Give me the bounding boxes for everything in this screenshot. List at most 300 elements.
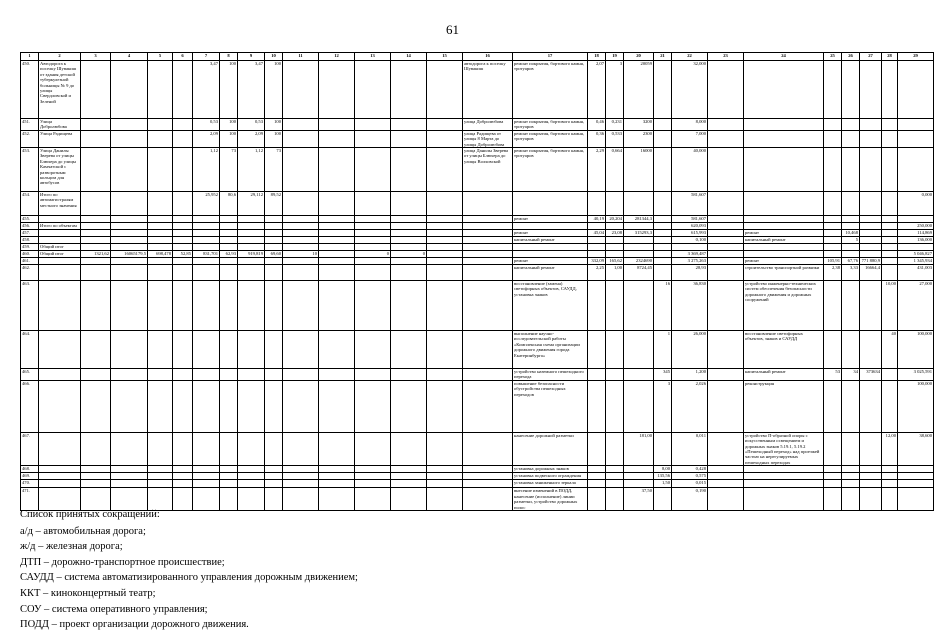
table-cell (173, 480, 193, 488)
table-cell (427, 223, 463, 230)
table-cell (624, 380, 654, 432)
table-cell (463, 244, 513, 251)
table-cell: 73 (220, 148, 238, 192)
table-cell (220, 230, 238, 237)
table-cell (173, 216, 193, 223)
table-cell (744, 466, 824, 473)
table-cell (220, 480, 238, 488)
table-cell: 10,468 (842, 230, 860, 237)
table-cell (654, 130, 672, 147)
table-cell (654, 61, 672, 119)
table-cell (824, 466, 842, 473)
table-cell (427, 61, 463, 119)
table-cell (463, 281, 513, 331)
table-cell (319, 216, 355, 223)
table-cell (111, 480, 148, 488)
table-row (21, 380, 934, 432)
table-cell: установка подвесного ограждения (513, 473, 588, 480)
table-cell (193, 380, 220, 432)
table-cell: 615,993 (672, 230, 708, 237)
table-cell (427, 258, 463, 265)
table-cell (588, 380, 606, 432)
table-cell (427, 148, 463, 192)
table-cell (355, 281, 391, 331)
table-cell: 1321,62 (81, 251, 111, 258)
table-cell: 69,60 (265, 251, 283, 258)
table-cell: Улица Добролюбова (39, 119, 81, 131)
table-cell (882, 237, 898, 244)
table-cell (148, 237, 173, 244)
table-cell (238, 432, 265, 465)
table-cell (898, 148, 934, 192)
table-cell (463, 265, 513, 281)
table-cell (882, 119, 898, 131)
table-cell (463, 258, 513, 265)
table-cell (283, 380, 319, 432)
table-cell: повышение безопасности обустройства пешеходных переходов (513, 380, 588, 432)
table-cell (148, 480, 173, 488)
table-cell (111, 331, 148, 369)
table-cell (111, 466, 148, 473)
table-cell (654, 216, 672, 223)
header-row (21, 53, 934, 61)
table-cell (355, 473, 391, 480)
table-cell (842, 281, 860, 331)
table-cell (391, 61, 427, 119)
table-cell: 23,08 (606, 230, 624, 237)
table-cell: 20,204 (606, 216, 624, 223)
table-cell (606, 237, 624, 244)
table-cell: капитальный ремонт (513, 237, 588, 244)
table-cell (39, 230, 81, 237)
table-cell: 8724,45 (624, 265, 654, 281)
table-cell: восстановление светофорных объектов, знаков и САУДД (744, 331, 824, 369)
table-cell (708, 331, 744, 369)
table-cell: ремонт (513, 230, 588, 237)
table-cell: 37,50 (624, 488, 654, 511)
table-cell (283, 148, 319, 192)
table-cell: 332,09 (588, 258, 606, 265)
table-cell: капитальный ремонт (513, 265, 588, 281)
table-cell (391, 223, 427, 230)
table-cell (220, 432, 238, 465)
table-cell (824, 230, 842, 237)
table-cell (173, 331, 193, 369)
table-cell: 919,819 (238, 251, 265, 258)
table-cell (319, 148, 355, 192)
table-cell (319, 380, 355, 432)
table-cell (654, 192, 672, 216)
table-cell (588, 480, 606, 488)
table-cell (624, 281, 654, 331)
table-cell (860, 223, 882, 230)
abbreviation-item: ККТ – киноконцертный театр; (20, 587, 156, 599)
table-row (21, 192, 934, 216)
table-cell (463, 331, 513, 369)
table-cell (391, 119, 427, 131)
table-cell (148, 192, 173, 216)
table-cell (148, 281, 173, 331)
table-cell (355, 432, 391, 465)
table-cell: 1 (654, 331, 672, 369)
table-cell: 0,533 (606, 130, 624, 147)
table-cell (824, 119, 842, 131)
table-cell (193, 369, 220, 381)
table-cell (427, 244, 463, 251)
table-cell (708, 480, 744, 488)
table-cell (842, 480, 860, 488)
table-cell (427, 216, 463, 223)
table-cell: 25,952 (193, 192, 220, 216)
table-cell (860, 237, 882, 244)
table-cell (842, 244, 860, 251)
table-cell: 468. (21, 466, 39, 473)
table-cell (81, 369, 111, 381)
table-cell: 0,575 (672, 473, 708, 480)
table-cell (39, 369, 81, 381)
table-cell: 27,000 (898, 281, 934, 331)
table-cell (193, 244, 220, 251)
table-cell: установка заниженного зеркала (513, 480, 588, 488)
table-cell (148, 369, 173, 381)
table-cell (81, 192, 111, 216)
table-cell: 0,011 (672, 432, 708, 465)
table-cell: улица Данилы Зверева от улицы Блюхера до улицы Волховской (463, 148, 513, 192)
table-cell (111, 369, 148, 381)
table-cell (355, 244, 391, 251)
table-cell (654, 119, 672, 131)
table-cell (624, 237, 654, 244)
table-cell (111, 148, 148, 192)
table-row (21, 369, 934, 381)
table-cell (220, 258, 238, 265)
table-cell (193, 223, 220, 230)
table-cell (148, 432, 173, 465)
table-cell: 465. (21, 369, 39, 381)
table-cell (513, 192, 588, 216)
table-cell (882, 230, 898, 237)
table-cell (220, 380, 238, 432)
table-cell (824, 432, 842, 465)
table-cell (238, 473, 265, 480)
table-cell (319, 230, 355, 237)
table-cell (606, 244, 624, 251)
column-header: 13 (355, 53, 391, 61)
table-cell (193, 473, 220, 480)
page-number: 61 (446, 22, 459, 37)
table-cell (148, 119, 173, 131)
table-cell: 461. (21, 258, 39, 265)
table-cell (860, 251, 882, 258)
table-cell (824, 251, 842, 258)
column-header: 3 (81, 53, 111, 61)
column-header: 10 (265, 53, 283, 61)
table-cell: 73 (265, 148, 283, 192)
table-cell: 462. (21, 265, 39, 281)
table-cell: 29,112 (238, 192, 265, 216)
table-cell (708, 244, 744, 251)
table-cell (283, 369, 319, 381)
table-cell (860, 331, 882, 369)
table-cell (744, 130, 824, 147)
table-cell (606, 466, 624, 473)
table-cell (173, 380, 193, 432)
table-cell (265, 237, 283, 244)
table-cell: 455. (21, 216, 39, 223)
table-cell (860, 244, 882, 251)
table-cell: 62,93 (220, 251, 238, 258)
table-cell (265, 244, 283, 251)
table-cell (860, 281, 882, 331)
table-cell (355, 148, 391, 192)
table-cell (319, 244, 355, 251)
table-cell (588, 473, 606, 480)
table-cell (606, 192, 624, 216)
table-cell (427, 230, 463, 237)
table-cell (148, 244, 173, 251)
table-cell: 100,000 (898, 380, 934, 432)
table-cell: 457. (21, 230, 39, 237)
table-cell (39, 237, 81, 244)
table-cell: улица Добролюбова (463, 119, 513, 131)
table-cell: 771 880,9 (860, 258, 882, 265)
table-cell (39, 216, 81, 223)
table-cell (898, 119, 934, 131)
table-cell: 3,47 (238, 61, 265, 119)
table-cell (193, 466, 220, 473)
table-row (21, 130, 934, 147)
table-cell (708, 258, 744, 265)
table-row (21, 281, 934, 331)
table-cell (173, 258, 193, 265)
table-cell: 89,52 (265, 192, 283, 216)
table-cell (283, 244, 319, 251)
table-cell (220, 473, 238, 480)
table-cell (708, 380, 744, 432)
table-cell (744, 148, 824, 192)
table-cell: 80,6 (220, 192, 238, 216)
table-cell (283, 432, 319, 465)
table-cell (860, 488, 882, 511)
table-cell (427, 369, 463, 381)
table-cell (824, 130, 842, 147)
column-header: 22 (672, 53, 708, 61)
table-cell: 620,093 (672, 223, 708, 230)
table-cell (606, 380, 624, 432)
table-cell (588, 237, 606, 244)
table-cell (427, 380, 463, 432)
table-cell: 2,026 (672, 380, 708, 432)
table-cell (81, 473, 111, 480)
table-cell: 469. (21, 473, 39, 480)
table-cell (708, 265, 744, 281)
table-cell (148, 216, 173, 223)
table-cell (624, 466, 654, 473)
table-cell (319, 119, 355, 131)
table-cell (193, 230, 220, 237)
data-table (20, 52, 934, 511)
table-cell (708, 488, 744, 511)
column-header: 12 (319, 53, 355, 61)
table-cell (624, 473, 654, 480)
table-cell (842, 473, 860, 480)
table-cell (860, 466, 882, 473)
column-header: 28 (882, 53, 898, 61)
table-cell: 0,015 (672, 480, 708, 488)
table-cell (860, 432, 882, 465)
table-cell (842, 61, 860, 119)
table-cell (824, 216, 842, 223)
abbreviation-item: ДТП – дорожно-транспортное происшествие; (20, 556, 225, 568)
table-cell: 34 (842, 369, 860, 381)
table-cell (824, 488, 842, 511)
table-cell: 0,100 (672, 237, 708, 244)
table-cell (463, 230, 513, 237)
table-row (21, 258, 934, 265)
table-cell (391, 473, 427, 480)
table-cell: Общий итог (39, 244, 81, 251)
table-cell: 135,56 (654, 473, 672, 480)
table-cell: 100,000 (898, 331, 934, 369)
table-cell: 136,000 (898, 237, 934, 244)
table-cell (148, 466, 173, 473)
table-cell (860, 61, 882, 119)
table-cell (882, 265, 898, 281)
table-cell (708, 473, 744, 480)
table-cell (283, 473, 319, 480)
table-cell (265, 223, 283, 230)
table-cell (265, 380, 283, 432)
table-cell: 16 (654, 281, 672, 331)
table-cell (588, 466, 606, 473)
table-cell (882, 244, 898, 251)
table-cell (824, 380, 842, 432)
table-cell (283, 130, 319, 147)
table-cell (882, 488, 898, 511)
table-cell (708, 130, 744, 147)
table-cell: 1,12 (193, 148, 220, 192)
table-cell (193, 265, 220, 281)
table-cell (427, 466, 463, 473)
table-cell: 100 (220, 130, 238, 147)
table-row (21, 480, 934, 488)
table-cell (588, 488, 606, 511)
table-row (21, 237, 934, 244)
table-cell (427, 237, 463, 244)
table-cell (283, 466, 319, 473)
table-cell: автодорога к поселку Шувакиш (463, 61, 513, 119)
table-cell (744, 61, 824, 119)
table-cell: 2300 (624, 130, 654, 147)
table-cell (111, 223, 148, 230)
table-cell (148, 230, 173, 237)
table-cell: 0,664 (606, 148, 624, 192)
table-cell: 3 369,487 (672, 251, 708, 258)
table-cell: 40,000 (672, 148, 708, 192)
table-cell (824, 244, 842, 251)
table-cell (319, 331, 355, 369)
table-cell (624, 331, 654, 369)
table-cell (654, 230, 672, 237)
table-cell (606, 473, 624, 480)
table-cell (319, 480, 355, 488)
table-row (21, 265, 934, 281)
table-cell (355, 216, 391, 223)
table-cell (111, 130, 148, 147)
table-cell: 0,000 (898, 192, 934, 216)
table-cell (654, 223, 672, 230)
column-header: 27 (860, 53, 882, 61)
table-cell: 451. (21, 119, 39, 131)
abbreviation-item: ж/д – железная дорога; (20, 541, 123, 553)
table-cell: 1,50 (654, 480, 672, 488)
table-cell (842, 331, 860, 369)
column-header: 19 (606, 53, 624, 61)
table-cell (355, 119, 391, 131)
table-cell: Улица Радищева (39, 130, 81, 147)
table-cell (81, 480, 111, 488)
table-cell (427, 265, 463, 281)
table-cell (238, 223, 265, 230)
table-cell (882, 380, 898, 432)
abbreviations-list (20, 507, 358, 633)
column-header: 5 (148, 53, 173, 61)
table-cell: 0,428 (672, 466, 708, 473)
column-header: 23 (708, 53, 744, 61)
table-cell (173, 223, 193, 230)
table-cell (708, 119, 744, 131)
table-cell: 114,869 (898, 230, 934, 237)
table-cell (319, 237, 355, 244)
table-cell (842, 432, 860, 465)
table-cell (319, 265, 355, 281)
table-cell (283, 230, 319, 237)
table-cell: 2,38 (824, 265, 842, 281)
table-cell (898, 466, 934, 473)
column-header: 29 (898, 53, 934, 61)
table-cell (463, 369, 513, 381)
table-cell (283, 192, 319, 216)
table-cell: 3,33 (842, 265, 860, 281)
table-cell (654, 432, 672, 465)
table-cell (606, 281, 624, 331)
table-cell (173, 230, 193, 237)
table-cell (238, 237, 265, 244)
table-cell: внесение изменений в ПОДД, нанесение (исполнение) линии разметки, устройство дорожных полос (513, 488, 588, 511)
table-cell: 471. (21, 488, 39, 511)
table-row (21, 473, 934, 480)
table-cell: 2,29 (588, 148, 606, 192)
table-cell (111, 258, 148, 265)
table-cell (391, 380, 427, 432)
table-cell (283, 281, 319, 331)
table-cell (173, 281, 193, 331)
table-cell (193, 258, 220, 265)
table-cell: нанесение дорожной разметки (513, 432, 588, 465)
table-cell (860, 119, 882, 131)
table-cell (842, 192, 860, 216)
table-cell (842, 216, 860, 223)
table-cell (391, 432, 427, 465)
table-cell (265, 230, 283, 237)
table-cell: капитальный ремонт (744, 237, 824, 244)
table-cell (111, 237, 148, 244)
table-cell (111, 61, 148, 119)
table-cell (824, 480, 842, 488)
table-cell (283, 223, 319, 230)
table-cell (824, 61, 842, 119)
table-cell: 2324690 (624, 258, 654, 265)
